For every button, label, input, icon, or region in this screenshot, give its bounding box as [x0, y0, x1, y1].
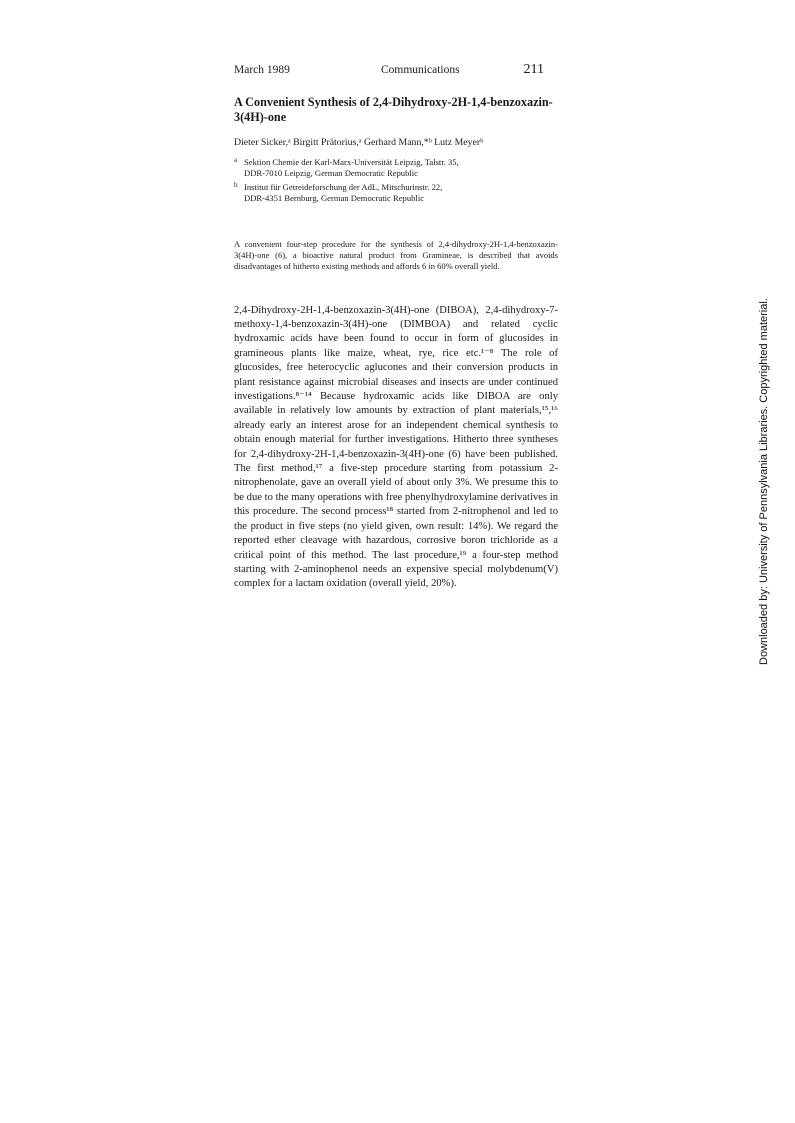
issue-date: March 1989	[234, 64, 290, 76]
running-header	[234, 64, 544, 82]
affiliation-a	[234, 157, 564, 179]
article-title: A Convenient Synthesis of 2,4-Dihydroxy-2H-1,4-benzoxazin-3(4H)-one	[234, 95, 553, 124]
section-name: Communications	[381, 64, 460, 76]
abstract: A convenient four-step procedure for the synthesis of 2,4-dihydroxy-2H-1,4-benzoxazin-3(4H)-one (6), a bioactive natural product from Gramineae, is described that avoids disadvantages of hitherto existing methods and affords 6 in 60% overall yield.	[234, 238, 558, 271]
affiliation-line: Institut für Getreideforschung der AdL, Mitschurinstr. 22,	[244, 182, 443, 192]
affiliation-b	[234, 182, 564, 204]
affiliation-mark: b	[234, 181, 238, 189]
download-notice: Downloaded by: University of Pennsylvania Libraries. Copyrighted material.	[758, 298, 770, 665]
page-number: 211	[523, 62, 544, 77]
affiliation-line: DDR-7010 Leipzig, German Democratic Republic	[244, 168, 418, 178]
affiliation-line: Sektion Chemie der Karl-Marx-Universität Leipzig, Talstr. 35,	[244, 157, 459, 167]
author-list: Dieter Sicker,ᵃ Birgitt Prätorius,ᵃ Gerhard Mann,*ᵇ Lutz Meyerᵇ	[234, 137, 484, 148]
affiliation-line: DDR-4351 Bernburg, German Democratic Republic	[244, 193, 425, 203]
affiliation-mark: a	[234, 156, 238, 164]
body-text: 2,4-Dihydroxy-2H-1,4-benzoxazin-3(4H)-one (DIBOA), 2,4-dihydroxy-7-methoxy-1,4-benzoxazin-3(4H)-one (DIMBOA) and related cyclic hydroxamic acids have been found to occur in form of glucosides in gramineous plants like maize, wheat, rye, rice etc.¹⁻⁸ The role of glucosides, free heterocyclic aglucones and their conversion products in plant resistance against microbial diseases and insects are under continued investigations.⁸⁻¹⁴ Because hydroxamic acids like DIBOA are only available in relatively low amounts by extraction of plant materials,¹⁵,¹⁶ already early an interest arose for an independent chemical synthesis to obtain enough material for further investigations. Hitherto three syntheses for 2,4-dihydroxy-2H-1,4-benzoxazin-3(4H)-one (6) have been published. The first method,¹⁷ a five-step procedure starting from potassium 2-nitrophenolate, gave an overall yield of about only 3%. We presume this to be due to the many operations with free phenylhydroxylamine derivatives in this procedure. The second process¹⁸ started from 2-nitrophenol and led to the product in five steps (no yield given, own result: 14%). We regard the reported ether cleavage with hazardous, corrosive boron trichloride as a critical point of this method. The last procedure,¹⁹ a four-step method starting with 2-aminophenol needs an expensive special molybdenum(V) complex for a lactam oxidation (overall yield, 20%).	[234, 304, 558, 590]
